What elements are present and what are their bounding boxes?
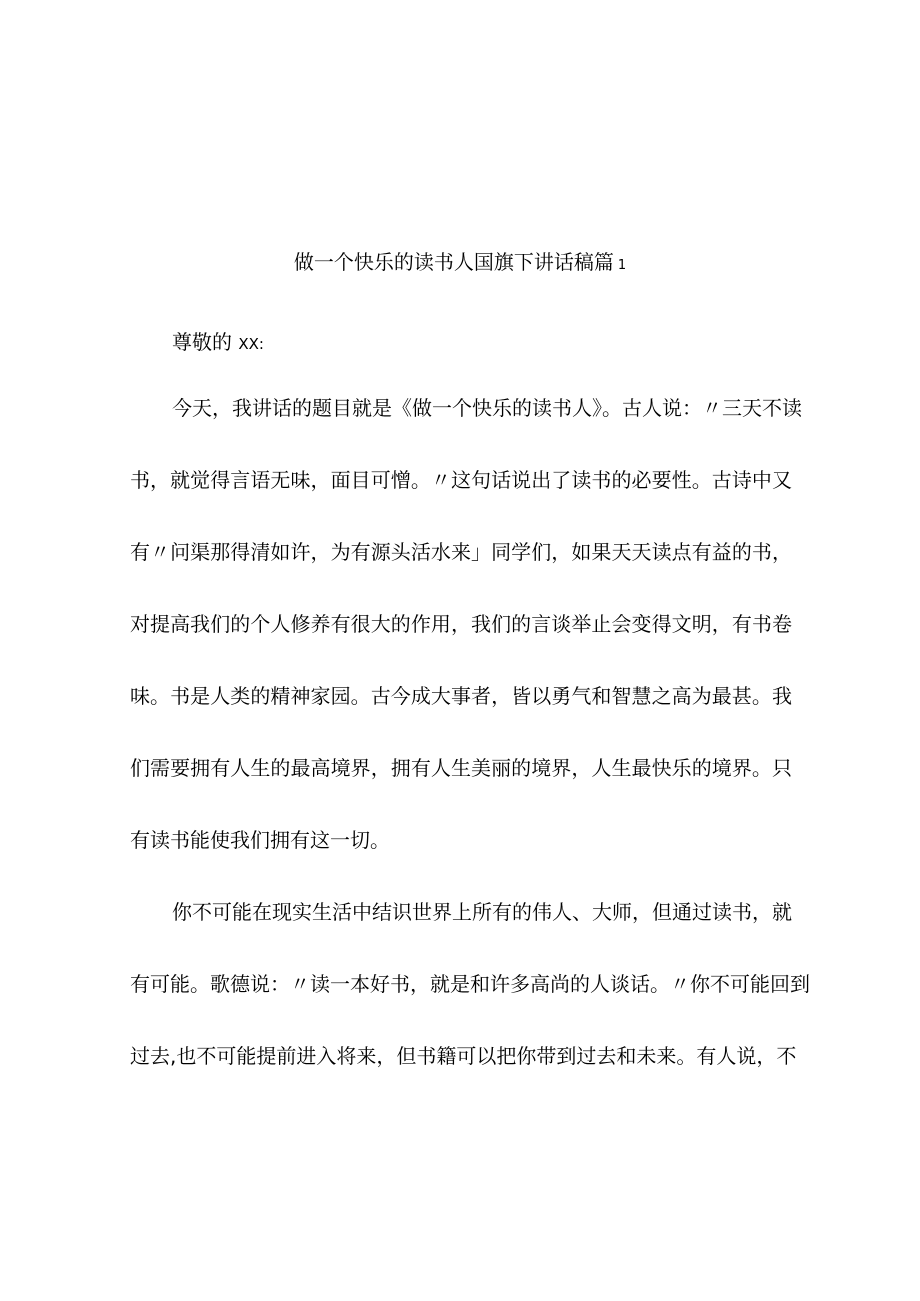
title-text: 做一个快乐的读书人国旗下讲话稿篇 <box>293 250 614 274</box>
salutation-suffix: XX: <box>238 335 264 353</box>
document-title <box>0 248 920 280</box>
paragraph-1-line-7: 有读书能使我们拥有这一切。 <box>130 828 390 852</box>
paragraph-1-line-5: 味。书是人类的精神家园。古今成大事者，皆以勇气和智慧之高为最甚。我 <box>130 684 792 708</box>
paragraph-1-line-6: 们需要拥有人生的最高境界，拥有人生美丽的境界，人生最快乐的境界。只 <box>130 756 792 780</box>
paragraph-1-line-2: 书，就觉得言语无味，面目可憎。〃这句话说出了读书的必要性。古诗中又 <box>130 468 792 492</box>
paragraph-2-line-3: 过去,也不可能提前进入将来，但书籍可以把你带到过去和未来。有人说，不 <box>130 1044 797 1068</box>
paragraph-1-line-1: 今天，我讲话的题目就是《做一个快乐的读书人》。古人说：〃三天不读 <box>172 396 802 420</box>
paragraph-2-line-1: 你不可能在现实生活中结识世界上所有的伟人、大师，但通过读书，就 <box>172 900 792 924</box>
salutation <box>172 328 264 358</box>
paragraph-2-line-2: 有可能。歌德说：〃读一本好书，就是和许多高尚的人谈话。〃你不可能回到 <box>130 972 810 996</box>
paragraph-1-line-4: 对提高我们的个人修养有很大的作用，我们的言谈举止会变得文明，有书卷 <box>130 612 792 636</box>
salutation-text: 尊敬的 <box>172 330 232 354</box>
paragraph-1-line-3: 有〃问渠那得清如许，为有源头活水来」同学们，如果天天读点有益的书， <box>130 540 792 564</box>
title-number: 1 <box>617 258 627 273</box>
